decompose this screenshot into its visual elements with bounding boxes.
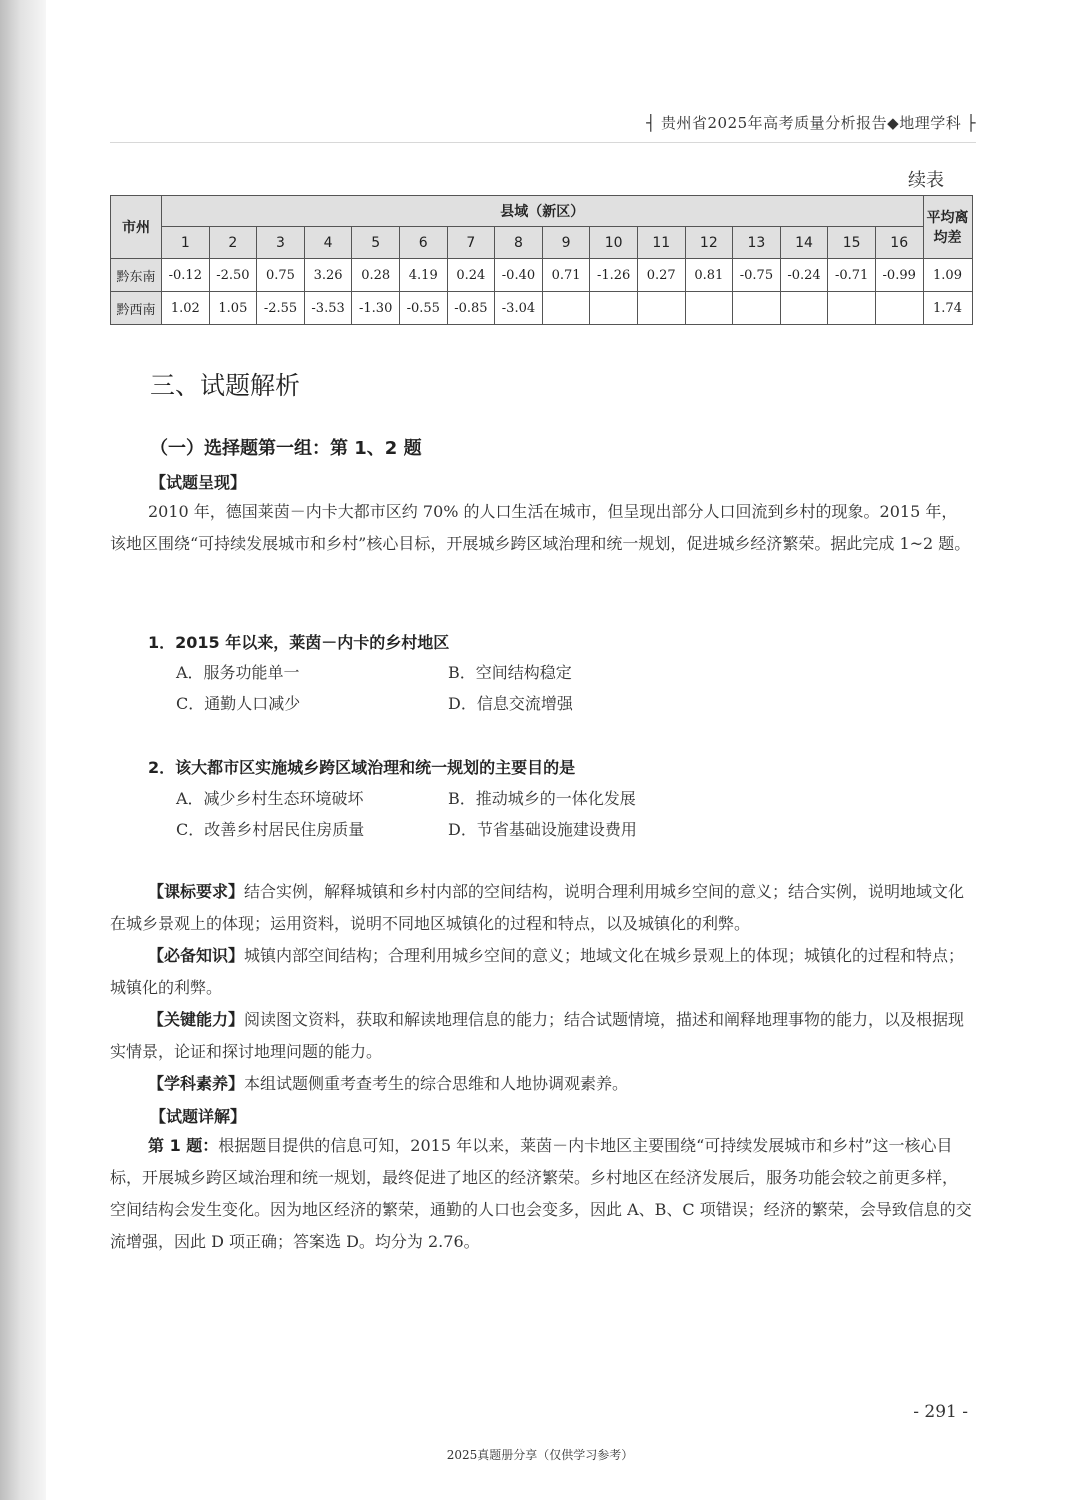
table-cell: -0.85	[447, 292, 495, 325]
header-average-deviation	[923, 196, 972, 259]
column-number: 10	[590, 227, 638, 259]
page-gutter-shadow	[0, 0, 46, 1500]
header-city: 市州	[111, 196, 162, 259]
table-cell: -2.55	[257, 292, 305, 325]
table-cell: -3.04	[495, 292, 543, 325]
table-cell: -0.71	[828, 259, 876, 292]
table-cell	[875, 292, 923, 325]
subsection-title: （一）选择题第一组：第 1、2 题	[150, 438, 422, 459]
column-number: 3	[257, 227, 305, 259]
table-cell: -3.53	[304, 292, 352, 325]
table-cell: 0.75	[257, 259, 305, 292]
curriculum-requirement	[110, 876, 972, 940]
column-number: 9	[542, 227, 590, 259]
ability-tag: 【关键能力】	[148, 1010, 245, 1029]
table-cell: 1.02	[162, 292, 210, 325]
question-1-stem: 1．2015 年以来，莱茵－内卡的乡村地区	[148, 633, 450, 652]
running-header: ┤ 贵州省2025年高考质量分析报告◆地理学科 ├	[646, 114, 976, 132]
table-header-numbers-row	[111, 227, 973, 259]
question-2-stem: 2．该大都市区实施城乡跨区域治理和统一规划的主要目的是	[148, 758, 576, 777]
question-1-label: 第 1 题：	[148, 1136, 219, 1155]
knowledge-tag: 【必备知识】	[148, 946, 245, 965]
header-average-line2: 均差	[933, 230, 962, 246]
table-cell	[542, 292, 590, 325]
table-cell: 0.81	[685, 259, 733, 292]
column-number: 16	[875, 227, 923, 259]
column-number: 1	[162, 227, 210, 259]
question-1-option-b: B．空间结构稳定	[448, 663, 572, 682]
table-cell: 0.27	[637, 259, 685, 292]
table-cell: -0.75	[733, 259, 781, 292]
question-1-explanation-text: 根据题目提供的信息可知，2015 年以来，莱茵－内卡地区主要围绕“可持续发展城市和乡村”这一核心目标，开展城乡跨区域治理和统一规划，最终促进了地区的经济繁荣。乡村地区在经济发展后，服务功能会较之前更多样，空间结构会发生变化。因为地区经济的繁荣，通勤的人口也会变多，因此 A、B、C 项错误；经济的繁荣，会导致信息的交流增强，因此 D 项正确；答案选 D。均分为 2.76。	[110, 1136, 972, 1251]
literacy-text: 本组试题侧重考查考生的综合思维和人地协调观素养。	[244, 1074, 629, 1093]
question-1-option-c: C．通勤人口减少	[176, 694, 301, 713]
table-cell: 1.05	[209, 292, 257, 325]
table-cell	[733, 292, 781, 325]
column-number: 5	[352, 227, 400, 259]
table-cell	[685, 292, 733, 325]
table-row	[111, 259, 973, 292]
required-knowledge	[110, 940, 972, 1004]
table-cell: 0.28	[352, 259, 400, 292]
knowledge-text: 城镇内部空间结构；合理利用城乡空间的意义；地域文化在城乡景观上的体现；城镇化的过程和特点；城镇化的利弊。	[110, 946, 965, 997]
question-2-option-d: D．节省基础设施建设费用	[448, 820, 637, 839]
table-cell: -1.30	[352, 292, 400, 325]
row-city: 黔西南	[111, 292, 162, 325]
row-city: 黔东南	[111, 259, 162, 292]
subject-literacy	[110, 1068, 972, 1100]
column-number: 14	[780, 227, 828, 259]
question-1-option-d: D．信息交流增强	[448, 694, 573, 713]
header-county: 县域（新区）	[162, 196, 924, 227]
ability-text: 阅读图文资料，获取和解读地理信息的能力；结合试题情境，描述和阐释地理事物的能力，以及根据现实情景，论证和探讨地理问题的能力。	[110, 1010, 965, 1061]
column-number: 13	[733, 227, 781, 259]
table-row	[111, 292, 973, 325]
column-number: 12	[685, 227, 733, 259]
table-cell	[828, 292, 876, 325]
table-cell: 3.26	[304, 259, 352, 292]
column-number: 2	[209, 227, 257, 259]
page-number: - 291 -	[913, 1402, 968, 1422]
table-cell: -0.55	[399, 292, 447, 325]
question-2-option-b: B．推动城乡的一体化发展	[448, 789, 636, 808]
question-2-option-c: C．改善乡村居民住房质量	[176, 820, 365, 839]
presentation-tag: 【试题呈现】	[150, 473, 247, 492]
table-continued-label: 续表	[908, 170, 944, 191]
question-1-explanation	[110, 1130, 972, 1258]
footer-note: 2025真题册分享（仅供学习参考）	[446, 1448, 634, 1462]
column-number: 7	[447, 227, 495, 259]
presentation-text: 2010 年，德国莱茵－内卡大都市区约 70% 的人口生活在城市，但呈现出部分人口回流到乡村的现象。2015 年，该地区围绕“可持续发展城市和乡村”核心目标，开展城乡跨区域治理和统一规划，促进城乡经济繁荣。据此完成 1~2 题。	[110, 502, 971, 553]
table-cell: -2.50	[209, 259, 257, 292]
curriculum-tag: 【课标要求】	[148, 882, 245, 901]
detail-tag: 【试题详解】	[150, 1107, 247, 1126]
row-average: 1.74	[923, 292, 972, 325]
table-cell	[780, 292, 828, 325]
table-header-row	[111, 196, 973, 227]
column-number: 8	[495, 227, 543, 259]
table-cell: -1.26	[590, 259, 638, 292]
table-cell: 4.19	[399, 259, 447, 292]
question-1-option-a: A．服务功能单一	[176, 663, 300, 682]
column-number: 4	[304, 227, 352, 259]
table-cell: -0.12	[162, 259, 210, 292]
row-average: 1.09	[923, 259, 972, 292]
column-number: 6	[399, 227, 447, 259]
table-cell: -0.40	[495, 259, 543, 292]
column-number: 11	[637, 227, 685, 259]
deviation-table	[110, 195, 973, 325]
key-ability	[110, 1004, 972, 1068]
table-cell: 0.24	[447, 259, 495, 292]
column-number: 15	[828, 227, 876, 259]
section-title: 三、试题解析	[150, 371, 301, 400]
table-cell: -0.24	[780, 259, 828, 292]
question-2-option-a: A．减少乡村生态环境破坏	[176, 789, 364, 808]
table-cell: 0.71	[542, 259, 590, 292]
header-average-line1: 平均离	[926, 210, 969, 226]
header-rule	[110, 142, 976, 143]
table-cell	[637, 292, 685, 325]
table-cell	[590, 292, 638, 325]
table-cell: -0.99	[875, 259, 923, 292]
literacy-tag: 【学科素养】	[148, 1074, 245, 1093]
curriculum-text: 结合实例，解释城镇和乡村内部的空间结构，说明合理利用城乡空间的意义；结合实例，说明地域文化在城乡景观上的体现；运用资料，说明不同地区城镇化的过程和特点，以及城镇化的利弊。	[110, 882, 965, 933]
